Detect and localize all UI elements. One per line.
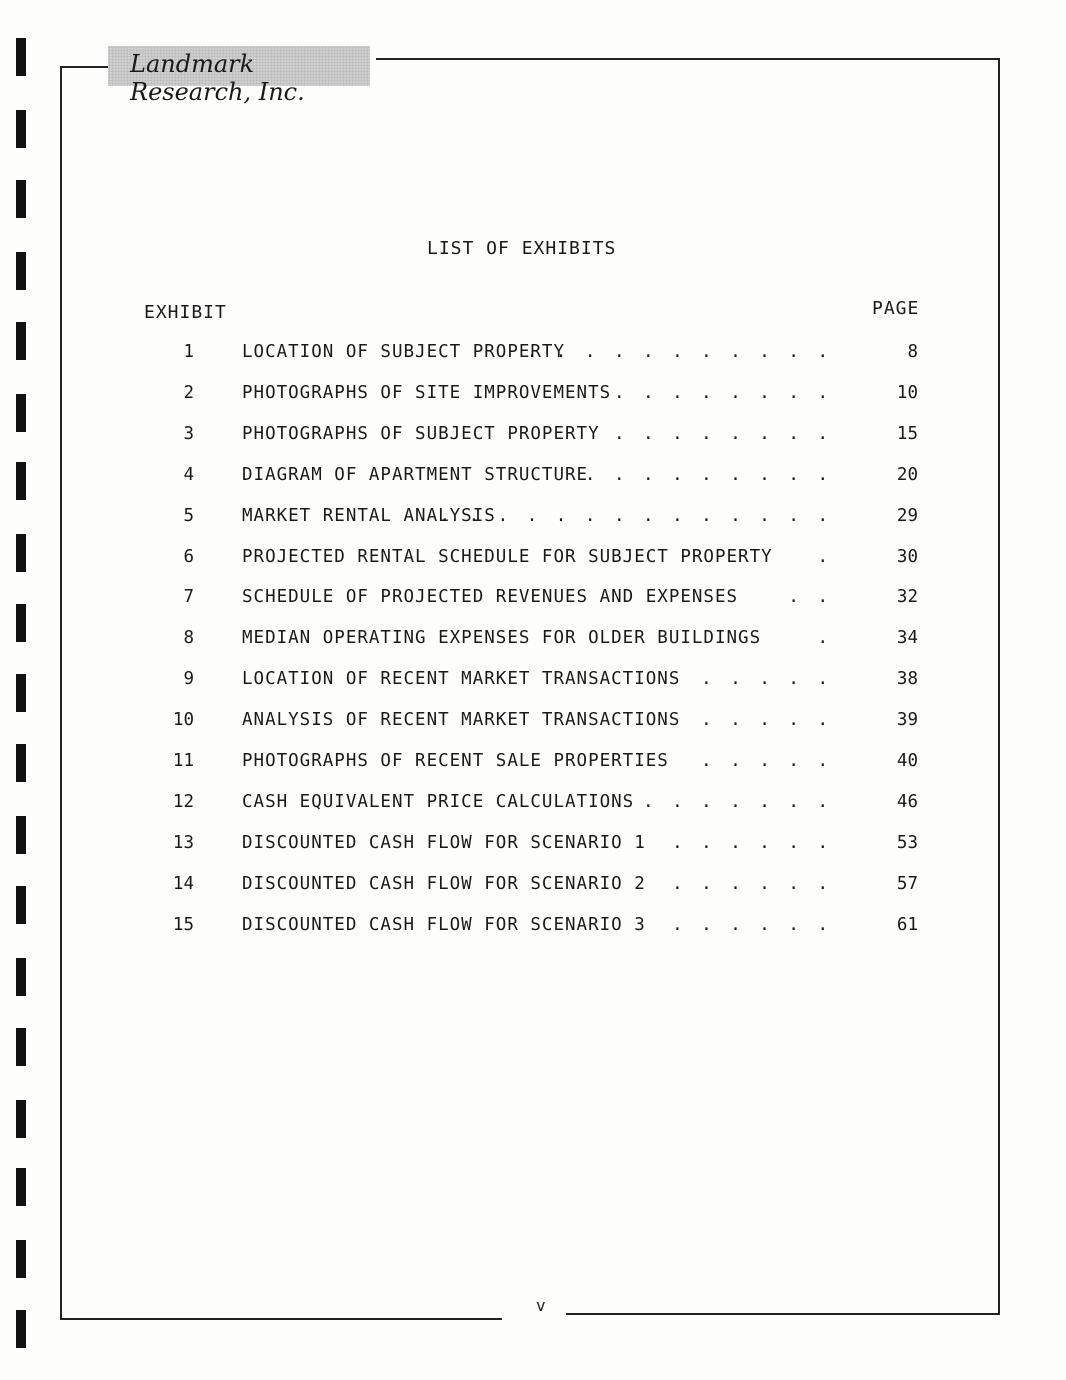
exhibit-title: PROJECTED RENTAL SCHEDULE FOR SUBJECT PROPERTY bbox=[242, 547, 773, 567]
exhibit-leader-dots: . bbox=[817, 547, 832, 567]
exhibit-number: 13 bbox=[172, 833, 194, 853]
exhibit-leader-dots: . . . . . . bbox=[672, 874, 832, 894]
exhibit-row bbox=[0, 751, 1066, 781]
exhibit-page-number: 30 bbox=[896, 547, 918, 567]
binding-hole bbox=[16, 252, 26, 290]
exhibit-leader-dots: . . . . . . . . . . . bbox=[526, 342, 832, 362]
page-title: LIST OF EXHIBITS bbox=[427, 238, 617, 259]
exhibit-row bbox=[0, 710, 1066, 740]
exhibit-title: PHOTOGRAPHS OF SITE IMPROVEMENTS bbox=[242, 383, 612, 403]
exhibit-row bbox=[0, 383, 1066, 413]
binding-hole bbox=[16, 1240, 26, 1278]
page-column-header: PAGE bbox=[872, 298, 920, 319]
exhibit-row bbox=[0, 424, 1066, 454]
exhibit-number: 3 bbox=[183, 424, 194, 444]
exhibit-title: LOCATION OF SUBJECT PROPERTY bbox=[242, 342, 566, 362]
footer-page-number: v bbox=[536, 1296, 546, 1315]
exhibit-leader-dots: . . bbox=[788, 587, 832, 607]
exhibit-title: DIAGRAM OF APARTMENT STRUCTURE bbox=[242, 465, 589, 485]
exhibit-number: 6 bbox=[183, 547, 194, 567]
exhibit-number: 14 bbox=[172, 874, 194, 894]
exhibit-page-number: 15 bbox=[896, 424, 918, 444]
exhibit-page-number: 32 bbox=[896, 587, 918, 607]
exhibit-title: LOCATION OF RECENT MARKET TRANSACTIONS bbox=[242, 669, 681, 689]
exhibit-leader-dots: . bbox=[817, 628, 832, 648]
logo-text: Landmark Research, Inc. bbox=[130, 50, 305, 106]
exhibit-title: MARKET RENTAL ANALYSIS bbox=[242, 506, 496, 526]
exhibit-number: 8 bbox=[183, 628, 194, 648]
binding-hole bbox=[16, 110, 26, 148]
exhibit-leader-dots: . . . . . . . . bbox=[613, 424, 832, 444]
exhibit-row bbox=[0, 628, 1066, 658]
exhibit-leader-dots: . . . . . . . . bbox=[613, 383, 832, 403]
exhibit-row bbox=[0, 506, 1066, 536]
exhibit-page-number: 61 bbox=[896, 915, 918, 935]
exhibit-row bbox=[0, 547, 1066, 577]
exhibit-page-number: 29 bbox=[896, 506, 918, 526]
exhibit-leader-dots: . . . . . . bbox=[672, 833, 832, 853]
exhibit-page-number: 10 bbox=[896, 383, 918, 403]
exhibit-title: DISCOUNTED CASH FLOW FOR SCENARIO 2 bbox=[242, 874, 646, 894]
exhibit-page-number: 8 bbox=[907, 342, 918, 362]
exhibit-page-number: 57 bbox=[896, 874, 918, 894]
exhibit-title: MEDIAN OPERATING EXPENSES FOR OLDER BUILDINGS bbox=[242, 628, 762, 648]
binding-hole bbox=[16, 180, 26, 218]
exhibit-row bbox=[0, 833, 1066, 863]
binding-hole bbox=[16, 38, 26, 76]
binding-hole bbox=[16, 1028, 26, 1066]
binding-hole bbox=[16, 1100, 26, 1138]
exhibit-row bbox=[0, 342, 1066, 372]
exhibit-title: DISCOUNTED CASH FLOW FOR SCENARIO 1 bbox=[242, 833, 646, 853]
exhibit-title: PHOTOGRAPHS OF SUBJECT PROPERTY bbox=[242, 424, 600, 444]
binding-hole bbox=[16, 1310, 26, 1348]
frame-line bbox=[566, 1313, 1000, 1315]
exhibit-number: 12 bbox=[172, 792, 194, 812]
exhibit-title: CASH EQUIVALENT PRICE CALCULATIONS bbox=[242, 792, 635, 812]
exhibit-title: DISCOUNTED CASH FLOW FOR SCENARIO 3 bbox=[242, 915, 646, 935]
exhibit-page-number: 40 bbox=[896, 751, 918, 771]
exhibit-leader-dots: . . . . . . bbox=[672, 915, 832, 935]
company-logo bbox=[108, 46, 370, 106]
exhibit-number: 10 bbox=[172, 710, 194, 730]
exhibit-page-number: 46 bbox=[896, 792, 918, 812]
exhibit-leader-dots: . . . . . bbox=[701, 751, 832, 771]
exhibit-number: 5 bbox=[183, 506, 194, 526]
exhibit-number: 2 bbox=[183, 383, 194, 403]
binding-hole bbox=[16, 958, 26, 996]
exhibit-number: 1 bbox=[183, 342, 194, 362]
exhibit-page-number: 53 bbox=[896, 833, 918, 853]
frame-line bbox=[60, 66, 108, 68]
frame-line bbox=[376, 58, 1000, 60]
exhibit-number: 11 bbox=[172, 751, 194, 771]
exhibit-leader-dots: . . . . . bbox=[701, 669, 832, 689]
exhibit-leader-dots: . . . . . bbox=[701, 710, 832, 730]
exhibit-page-number: 20 bbox=[896, 465, 918, 485]
exhibit-number: 9 bbox=[183, 669, 194, 689]
exhibit-page-number: 39 bbox=[896, 710, 918, 730]
exhibit-row bbox=[0, 587, 1066, 617]
exhibit-column-header: EXHIBIT bbox=[144, 302, 227, 323]
exhibit-row bbox=[0, 669, 1066, 699]
exhibit-row bbox=[0, 874, 1066, 904]
exhibit-number: 4 bbox=[183, 465, 194, 485]
exhibit-row bbox=[0, 915, 1066, 945]
exhibit-leader-dots: . . . . . . . . . bbox=[584, 465, 832, 485]
exhibit-row bbox=[0, 465, 1066, 495]
exhibit-number: 7 bbox=[183, 587, 194, 607]
exhibit-leader-dots: . . . . . . . . . . . . . . bbox=[439, 506, 832, 526]
exhibit-leader-dots: . . . . . . . bbox=[643, 792, 832, 812]
frame-line bbox=[60, 1318, 502, 1320]
exhibit-number: 15 bbox=[172, 915, 194, 935]
exhibit-title: ANALYSIS OF RECENT MARKET TRANSACTIONS bbox=[242, 710, 681, 730]
exhibit-title: SCHEDULE OF PROJECTED REVENUES AND EXPENSES bbox=[242, 587, 739, 607]
exhibit-page-number: 34 bbox=[896, 628, 918, 648]
exhibit-row bbox=[0, 792, 1066, 822]
binding-hole bbox=[16, 1168, 26, 1206]
exhibit-title: PHOTOGRAPHS OF RECENT SALE PROPERTIES bbox=[242, 751, 669, 771]
exhibit-page-number: 38 bbox=[896, 669, 918, 689]
